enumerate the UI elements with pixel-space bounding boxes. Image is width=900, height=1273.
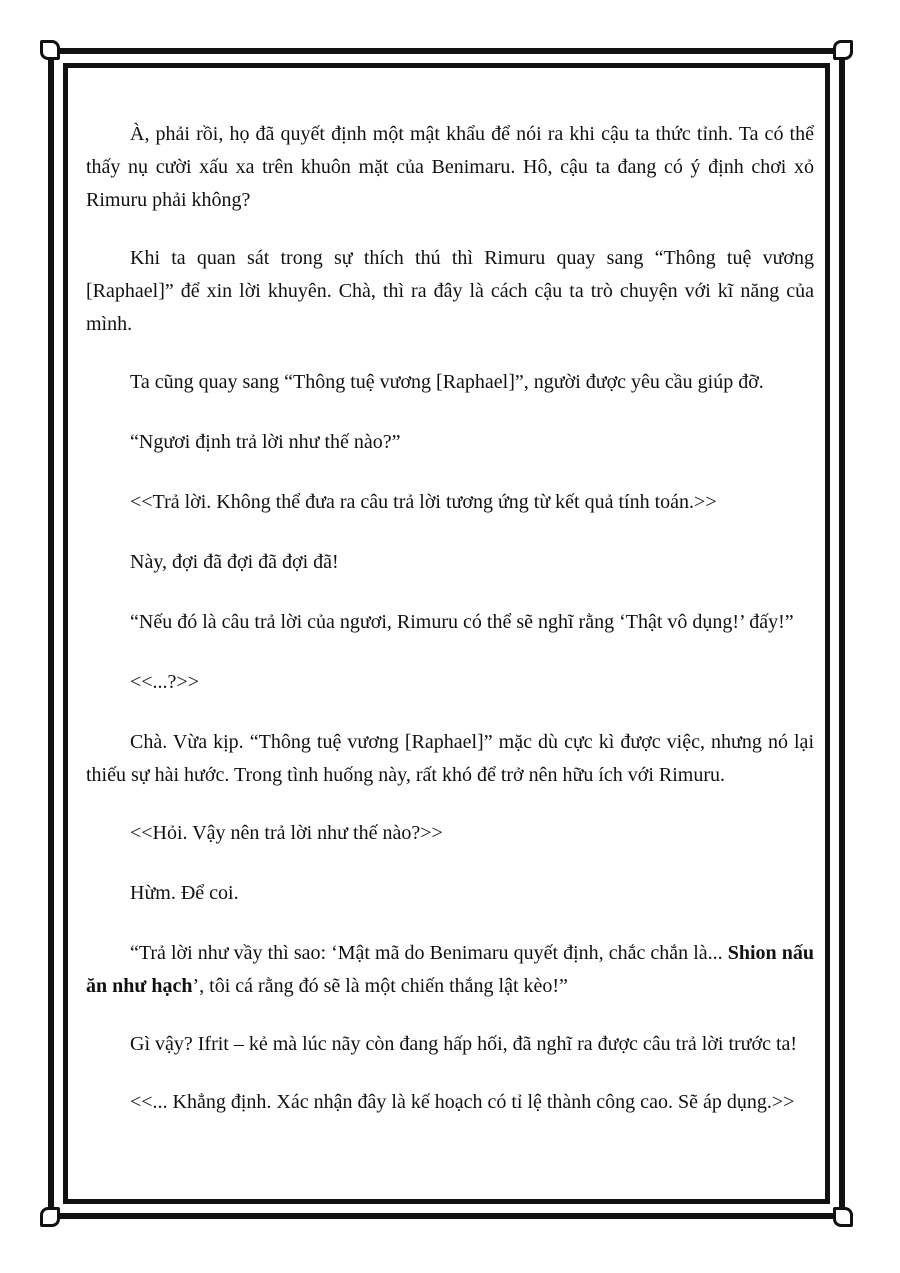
paragraph: Hừm. Để coi. [130,882,239,904]
paragraph: <<...?>> [130,671,199,693]
paragraph: Chà. Vừa kịp. “Thông tuệ vương [Raphael]” mặc dù cực kì được việc, nhưng nó lại thiếu sự hài hước. Trong tình huống này, rất khó để trở nên hữu ích với Rimuru. [86,731,814,786]
paragraph-with-bold [86,937,814,1003]
paragraph: <<... Khẳng định. Xác nhận đây là kế hoạch có tỉ lệ thành công cao. Sẽ áp dụng.>> [130,1091,795,1113]
paragraph: <<Hỏi. Vậy nên trả lời như thế nào?>> [130,822,443,844]
paragraph: Khi ta quan sát trong sự thích thú thì Rimuru quay sang “Thông tuệ vương [Raphael]” để xin lời khuyên. Chà, thì ra đây là cách cậu ta trò chuyện với kĩ năng của mình. [86,247,814,335]
paragraph: <<Trả lời. Không thể đưa ra câu trả lời tương ứng từ kết quả tính toán.>> [130,491,717,513]
paragraph: Ta cũng quay sang “Thông tuệ vương [Raphael]”, người được yêu cầu giúp đỡ. [130,371,764,393]
paragraph: “Ngươi định trả lời như thế nào?” [130,431,401,453]
paragraph: À, phải rồi, họ đã quyết định một mật khẩu để nói ra khi cậu ta thức tỉnh. Ta có thể thấy nụ cười xấu xa trên khuôn mặt của Benimaru. Hô, cậu ta đang có ý định chơi xỏ Rimuru phải không? [86,123,814,211]
border-corner-ornament [40,40,60,60]
border-corner-ornament [833,1207,853,1227]
paragraph: Này, đợi đã đợi đã đợi đã! [130,551,339,573]
border-corner-ornament [833,40,853,60]
paragraph-text-after: ’, tôi cá rằng đó sẽ là một chiến thắng lật kèo!” [192,975,568,997]
paragraph-text-before: “Trả lời như vầy thì sao: ‘Mật mã do Benimaru quyết định, chắc chắn là... [130,942,728,964]
paragraph: “Nếu đó là câu trả lời của ngươi, Rimuru có thể sẽ nghĩ rằng ‘Thật vô dụng!’ đấy!” [130,611,794,633]
border-corner-ornament [40,1207,60,1227]
page-text [86,118,814,1144]
bold-emphasis: Shion nấu ăn như hạch [86,942,814,997]
paragraph: Gì vậy? Ifrit – kẻ mà lúc nãy còn đang hấp hối, đã nghĩ ra được câu trả lời trước ta! [130,1033,798,1055]
